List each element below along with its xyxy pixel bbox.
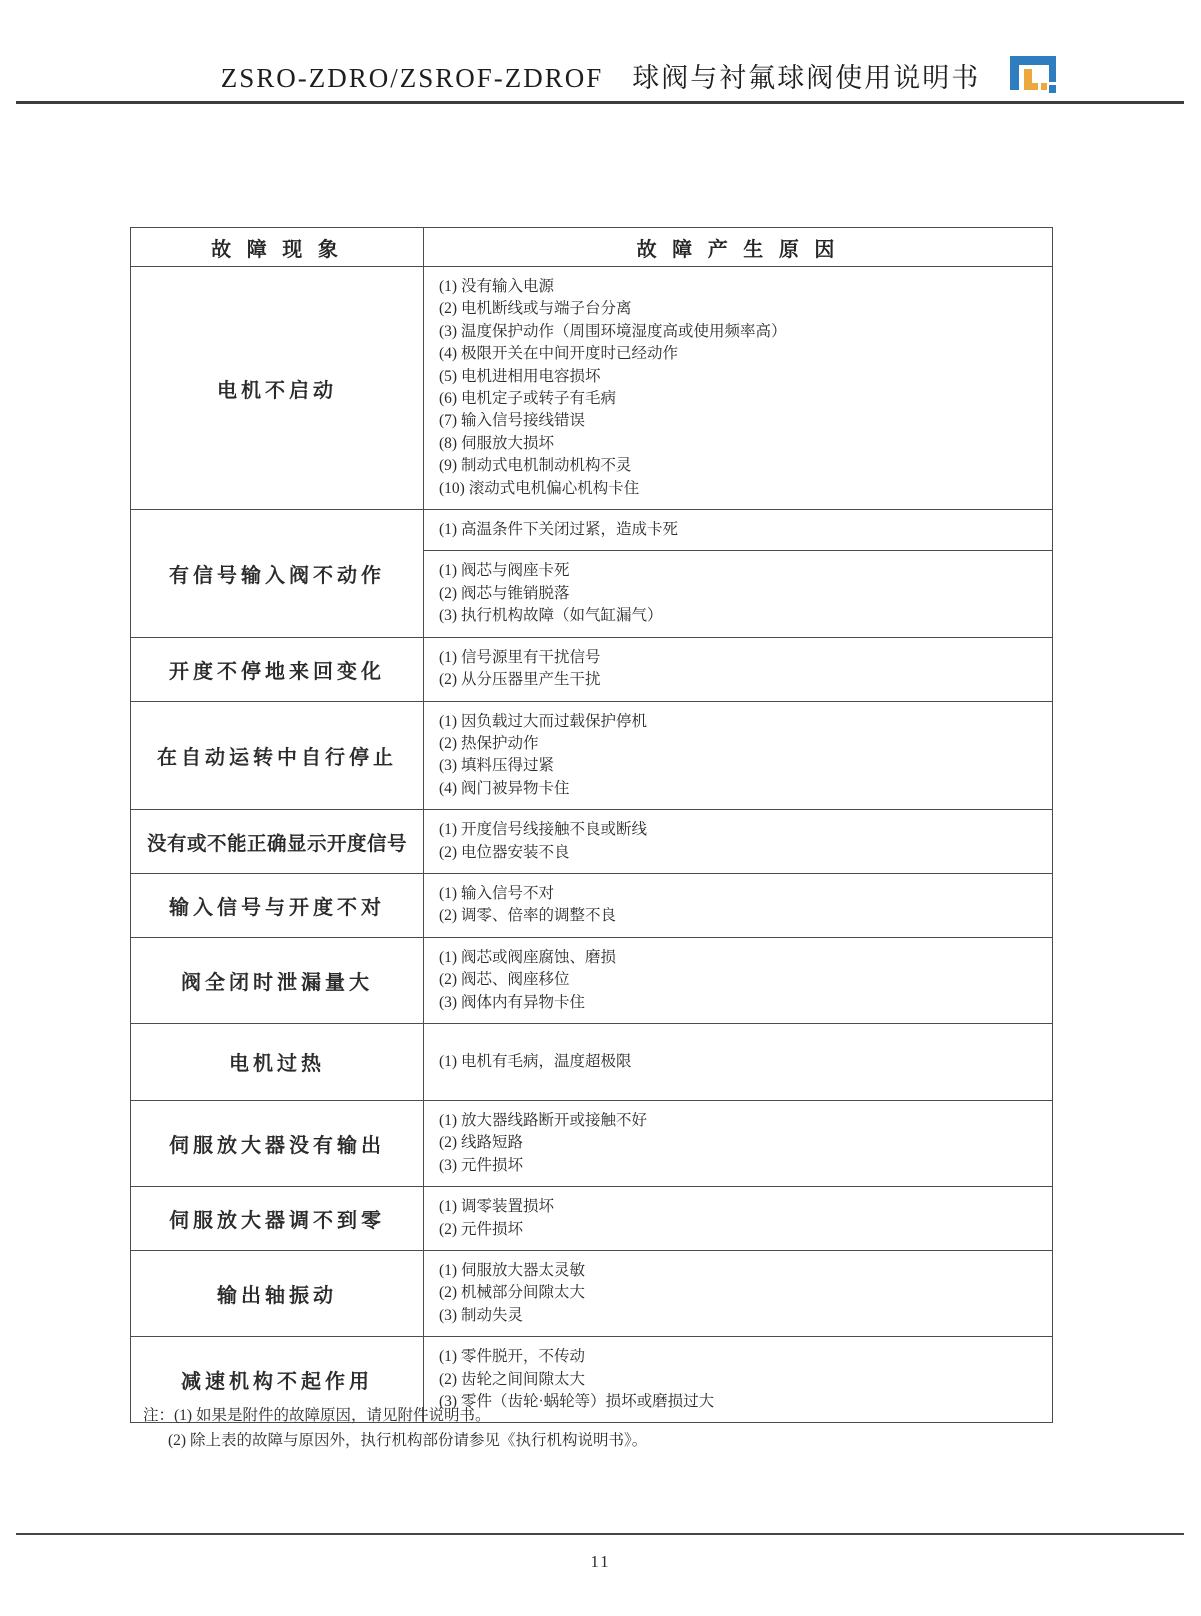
cause-line: (2) 机械部分间隙太大 <box>439 1284 585 1302</box>
table-row <box>131 810 1053 874</box>
cause-line: (3) 填料压得过紧 <box>439 757 554 775</box>
cause-line: (1) 开度信号线接触不良或断线 <box>439 821 647 839</box>
cause-line: (3) 制动失灵 <box>439 1306 523 1324</box>
table-row <box>131 510 1053 551</box>
fault-phenomenon-cell: 输出轴振动 <box>131 1251 424 1337</box>
note-label: 注： <box>143 1407 175 1424</box>
fault-phenomenon-cell: 输入信号与开度不对 <box>131 873 424 937</box>
cause-line: (2) 齿轮之间间隙太大 <box>439 1370 585 1388</box>
cause-line: (3) 元件损坏 <box>439 1156 523 1174</box>
cause-line: (1) 零件脱开，不传动 <box>439 1348 585 1366</box>
table-row <box>131 1251 1053 1337</box>
page-number: 11 <box>590 1552 611 1571</box>
fault-causes-cell <box>424 701 1053 810</box>
cause-line: (3) 执行机构故障（如气缸漏气） <box>439 607 663 625</box>
fault-causes-cell <box>424 873 1053 937</box>
fault-causes-cell <box>424 1251 1053 1337</box>
note-line <box>143 1429 647 1454</box>
table-row <box>131 701 1053 810</box>
cause-line: (1) 信号源里有干扰信号 <box>439 648 601 666</box>
cause-line: (2) 调零、倍率的调整不良 <box>439 907 616 925</box>
table-row <box>131 637 1053 701</box>
cause-line: (1) 高温条件下关闭过紧，造成卡死 <box>439 521 678 539</box>
cause-line: (2) 热保护动作 <box>439 734 539 752</box>
note-item: (2) 除上表的故障与原因外，执行机构部份请参见《执行机构说明书》。 <box>168 1431 648 1449</box>
fault-phenomenon-cell: 阀全闭时泄漏量大 <box>131 937 424 1023</box>
cause-line: (1) 伺服放大器太灵敏 <box>439 1262 585 1279</box>
fault-causes-cell <box>424 1023 1053 1100</box>
cause-line: (1) 阀芯或阀座腐蚀、磨损 <box>439 948 616 966</box>
cause-line: (2) 元件损坏 <box>439 1220 523 1238</box>
fault-phenomenon-cell: 有信号输入阀不动作 <box>131 510 424 638</box>
fault-causes-cell <box>424 510 1053 551</box>
fault-phenomenon-cell: 在自动运转中自行停止 <box>131 701 424 810</box>
footer-rule <box>16 1533 1184 1535</box>
fault-phenomenon-cell: 电机不启动 <box>131 267 424 510</box>
cause-line: (1) 电机有毛病，温度超极限 <box>439 1052 632 1070</box>
fault-causes-cell <box>424 551 1053 637</box>
cause-line: (4) 极限开关在中间开度时已经动作 <box>439 345 678 363</box>
table-row <box>131 267 1053 510</box>
cause-line: (3) 温度保护动作（周围环境湿度高或使用频率高） <box>439 322 787 340</box>
note-item: (1) 如果是附件的故障原因，请见附件说明书。 <box>174 1407 491 1424</box>
cause-line: (2) 电位器安装不良 <box>439 843 570 861</box>
cause-line: (10) 滚动式电机偏心机构卡住 <box>439 479 640 497</box>
notes <box>143 1404 647 1453</box>
cause-line: (1) 阀芯与阀座卡死 <box>439 562 570 580</box>
fault-phenomenon-cell: 减速机构不起作用 <box>131 1337 424 1423</box>
cause-line: (3) 阀体内有异物卡住 <box>439 993 585 1011</box>
cause-line: (2) 从分压器里产生干扰 <box>439 671 601 689</box>
document-title: ZSRO-ZDRO/ZSROF-ZDROF 球阀与衬氟球阀使用说明书 <box>220 63 981 93</box>
fault-phenomenon-cell: 伺服放大器调不到零 <box>131 1187 424 1251</box>
cause-line: (3) 零件（齿轮·蜗轮等）损坏或磨损过大 <box>439 1393 715 1411</box>
cause-line: (2) 线路短路 <box>439 1134 523 1152</box>
cause-line: (2) 阀芯与锥销脱落 <box>439 584 570 602</box>
fault-causes-cell <box>424 267 1053 510</box>
fault-phenomenon-cell: 没有或不能正确显示开度信号 <box>131 810 424 874</box>
fault-causes-cell <box>424 1100 1053 1186</box>
table-row <box>131 873 1053 937</box>
fault-phenomenon-cell: 电机过热 <box>131 1023 424 1100</box>
fault-phenomenon-cell: 伺服放大器没有输出 <box>131 1100 424 1186</box>
table-row <box>131 1100 1053 1186</box>
table-row <box>131 1023 1053 1100</box>
fault-troubleshooting-table <box>130 227 1053 1423</box>
fault-causes-cell <box>424 1187 1053 1251</box>
fault-causes-cell <box>424 937 1053 1023</box>
cause-line: (9) 制动式电机制动机构不灵 <box>439 457 632 475</box>
header-rule <box>16 101 1184 104</box>
cause-line: (1) 放大器线路断开或接触不好 <box>439 1111 647 1129</box>
cause-line: (6) 电机定子或转子有毛病 <box>439 390 616 408</box>
cause-line: (8) 伺服放大损坏 <box>439 434 554 452</box>
table-header-row <box>131 228 1053 267</box>
table-row <box>131 1187 1053 1251</box>
column-header-fault-cause: 故 障 产 生 原 因 <box>424 228 1053 267</box>
cause-line: (7) 输入信号接线错误 <box>439 412 585 430</box>
cause-line: (4) 阀门被异物卡住 <box>439 779 570 797</box>
company-logo-icon <box>1008 54 1058 98</box>
cause-line: (2) 电机断线或与端子台分离 <box>439 300 632 318</box>
cause-line: (2) 阀芯、阀座移位 <box>439 971 570 989</box>
cause-line: (1) 输入信号不对 <box>439 884 554 902</box>
column-header-fault-phenomenon: 故 障 现 象 <box>131 228 424 267</box>
fault-causes-cell <box>424 637 1053 701</box>
cause-line: (1) 没有输入电源 <box>439 278 554 295</box>
fault-causes-cell <box>424 810 1053 874</box>
cause-line: (5) 电机进相用电容损坏 <box>439 367 601 385</box>
fault-phenomenon-cell: 开度不停地来回变化 <box>131 637 424 701</box>
cause-line: (1) 因负载过大而过载保护停机 <box>439 712 647 730</box>
note-line <box>143 1404 647 1429</box>
cause-line: (1) 调零装置损坏 <box>439 1198 554 1216</box>
table-row <box>131 937 1053 1023</box>
